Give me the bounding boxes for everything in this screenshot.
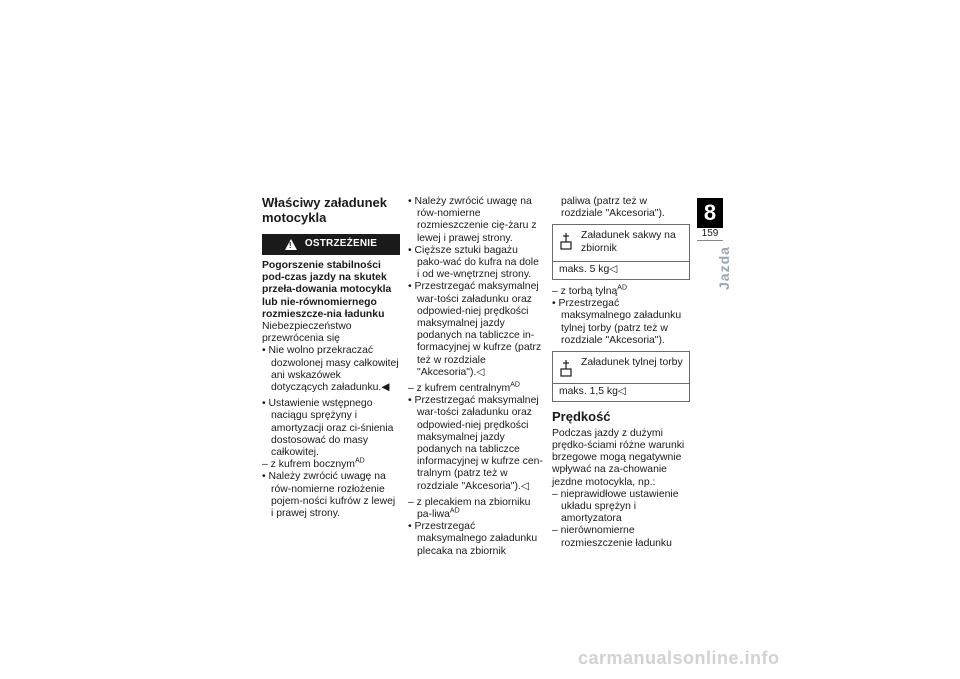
spec-value: maks. 1,5 kg◁ [559, 386, 626, 398]
dash-text: – z kufrem centralnym [408, 383, 511, 395]
warning-banner [262, 234, 400, 255]
list-item: • Ustawienie wstępnego naciągu sprężyny i amortyzacji oraz ci-śnienia dostosować do masy całkowitej. [262, 398, 394, 459]
list-item [262, 459, 400, 471]
page-rule [697, 240, 723, 241]
section-heading: Właściwy załadunek motocykla [262, 195, 387, 225]
list-item: • Przestrzegać maksymalnej war-tości załadunku oraz odpowied-niej prędkości maksymalnej jazdy podanych na tabliczce informacyjnej w kufrze cen-tralnym (patrz też w rozdziale "Akcesoria").◁ [408, 395, 543, 492]
section-heading: Prędkość [552, 409, 611, 425]
list-item: – nierównomierne rozmieszczenie ładunku [552, 525, 672, 549]
column-3 [552, 196, 690, 550]
spec-label: Załadunek sakwy na zbiornik [581, 230, 676, 254]
superscript: AD [449, 507, 460, 515]
column-2 [408, 196, 544, 558]
chapter-number: 8 [697, 198, 723, 228]
continued-text: paliwa (patrz też w rozdziale "Akcesoria"). [561, 196, 665, 220]
watermark: carmanualsonline.info [578, 648, 780, 668]
column-1 [262, 196, 400, 520]
warning-label: OSTRZEŻENIE [304, 238, 378, 250]
spec-box [552, 351, 690, 402]
warning-triangle-icon [285, 239, 297, 250]
section-tab: Jazda [716, 246, 732, 290]
dash-text: – z plecakiem na zbiorniku pa-liwa [408, 496, 531, 521]
list-item: • Przestrzegać maksymalnej war-tości załadunku oraz odpowied-niej prędkości maksymalnej jazdy podanych na tabliczce in-formacyjnej w kufrze (patrz też w rozdziale "Akcesoria").◁ [408, 281, 542, 378]
list-item: • Należy zwrócić uwagę na rów-nomierne rozłożenie pojem-ności kufrów z lewej i prawej strony. [262, 471, 396, 520]
list-item: • Cięższe sztuki bagażu pako-wać do kufra na dole i od we-wnętrznej strony. [408, 244, 539, 281]
page-number: 159 [701, 228, 719, 239]
superscript: AD [354, 457, 365, 465]
list-item [408, 383, 544, 395]
warning-text: Niebezpieczeństwo przewrócenia się [262, 321, 352, 345]
superscript: AD [617, 284, 628, 292]
list-item: – nieprawidłowe ustawienie układu sprężyn i amortyzatora [552, 488, 679, 525]
list-item [552, 286, 690, 298]
list-item [408, 497, 544, 521]
weight-icon [559, 232, 573, 250]
warning-title: Pogorszenie stabilności pod-czas jazdy na skutek przeła-dowania motocykla lub nie-równomiernego rozmieszcze-nia ładunku [262, 260, 392, 320]
list-item: • Należy zwrócić uwagę na rów-nomierne rozmieszczenie cię-żaru z lewej i prawej strony. [408, 196, 537, 244]
dash-text: – z torbą tylną [552, 286, 618, 298]
dash-text: – z kufrem bocznym [262, 459, 355, 471]
spec-label: Załadunek tylnej torby [581, 357, 683, 369]
spec-value: maks. 5 kg◁ [559, 263, 618, 275]
paragraph: Podczas jazdy z dużymi prędko-ściami różne warunki brzegowe mogą negatywnie wpływać na za-chowanie jezdne motocykla, np.: [552, 427, 685, 488]
list-item: • Nie wolno przekraczać dozwolonej masy całkowitej ani wskazówek dotyczących załadunku.◀ [262, 345, 399, 394]
list-item: • Przestrzegać maksymalnego załadunku tylnej torby (patrz też w rozdziale "Akcesoria"). [552, 298, 682, 346]
list-item: • Przestrzegać maksymalnego załadunku plecaka na zbiornik [408, 521, 538, 557]
superscript: AD [510, 381, 520, 389]
spec-box [552, 224, 690, 280]
weight-icon [559, 359, 573, 377]
